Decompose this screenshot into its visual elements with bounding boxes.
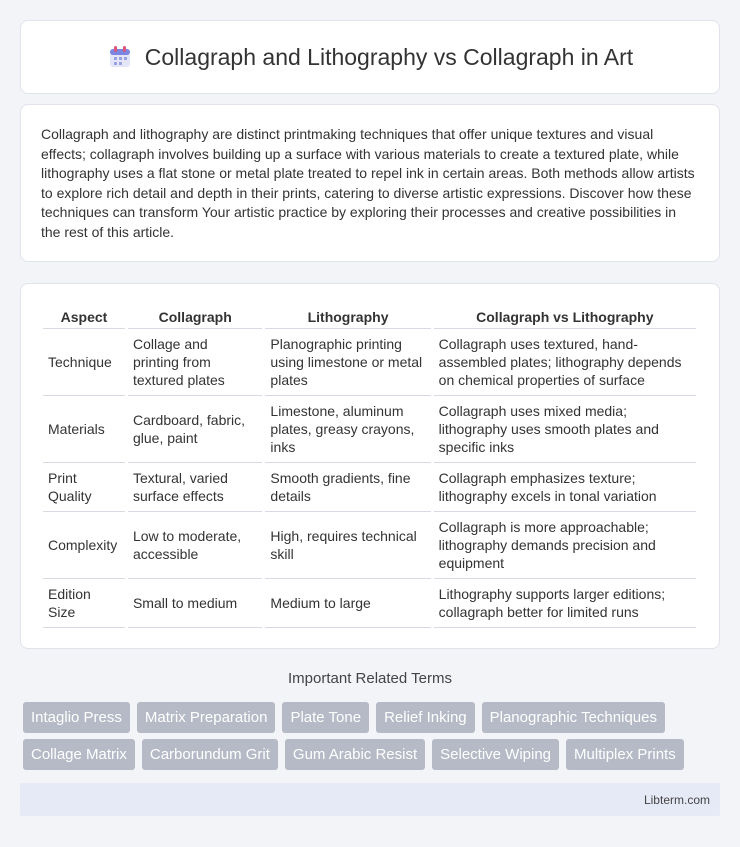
table-cell: Medium to large [265, 579, 430, 628]
table-header: Collagraph vs Lithography [434, 306, 696, 329]
table-cell: Print Quality [43, 463, 125, 512]
related-terms-title: Important Related Terms [288, 670, 452, 687]
table-header-row [43, 306, 696, 329]
comparison-table [40, 306, 699, 628]
related-tag[interactable]: Multiplex Prints [566, 739, 684, 770]
table-cell: Edition Size [43, 579, 125, 628]
table-header: Aspect [43, 306, 125, 329]
table-cell: Collagraph is more approachable; lithography demands precision and equipment [434, 512, 696, 579]
related-tag[interactable]: Planographic Techniques [482, 702, 665, 733]
footer-site-link[interactable]: Libterm.com [643, 793, 710, 807]
footer [20, 783, 720, 816]
table-cell: Textural, varied surface effects [128, 463, 262, 512]
table-cell: Materials [43, 396, 125, 463]
table-row [43, 512, 696, 579]
table-row [43, 329, 696, 396]
related-tag[interactable]: Matrix Preparation [137, 702, 276, 733]
table-cell: Collagraph uses mixed media; lithography uses smooth plates and specific inks [434, 396, 696, 463]
title-card [20, 20, 720, 94]
page-title: Collagraph and Lithography vs Collagraph in Art [144, 43, 634, 70]
table-cell: Collage and printing from textured plates [128, 329, 262, 396]
table-row [43, 579, 696, 628]
intro-card [20, 104, 720, 262]
intro-text: Collagraph and lithography are distinct printmaking techniques that offer unique textures and visual effects; collagraph involves building up a surface with various materials to create a textured plate, while lithography uses a flat stone or metal plate treated to repel ink in certain areas. Both methods allow artists to explore rich detail and depth in their prints, catering to diverse artistic expressions. Discover how these techniques can transform Your artistic practice by exploring their processes and creative possibilities in the rest of this article. [41, 126, 695, 240]
table-cell: Collagraph uses textured, hand-assembled plates; lithography depends on chemical properties of surface [434, 329, 696, 396]
table-cell: High, requires technical skill [265, 512, 430, 579]
table-header: Collagraph [128, 306, 262, 329]
table-cell: Smooth gradients, fine details [265, 463, 430, 512]
table-cell: Planographic printing using limestone or metal plates [265, 329, 430, 396]
table-cell: Limestone, aluminum plates, greasy crayons, inks [265, 396, 430, 463]
table-cell: Low to moderate, accessible [128, 512, 262, 579]
related-tag[interactable]: Plate Tone [282, 702, 369, 733]
related-tag[interactable]: Relief Inking [376, 702, 475, 733]
related-tag[interactable]: Selective Wiping [432, 739, 559, 770]
table-row [43, 463, 696, 512]
table-header: Lithography [265, 306, 430, 329]
table-row [43, 396, 696, 463]
related-tag[interactable]: Carborundum Grit [142, 739, 278, 770]
table-cell: Technique [43, 329, 125, 396]
tag-row [23, 702, 723, 733]
comparison-table-card [20, 283, 720, 649]
related-tag[interactable]: Intaglio Press [23, 702, 130, 733]
related-tag[interactable]: Gum Arabic Resist [285, 739, 425, 770]
table-cell: Collagraph emphasizes texture; lithography excels in tonal variation [434, 463, 696, 512]
tag-row [23, 739, 723, 770]
table-cell: Small to medium [128, 579, 262, 628]
table-cell: Cardboard, fabric, glue, paint [128, 396, 262, 463]
related-tag[interactable]: Collage Matrix [23, 739, 135, 770]
table-cell: Lithography supports larger editions; collagraph better for limited runs [434, 579, 696, 628]
table-cell: Complexity [43, 512, 125, 579]
related-terms [23, 702, 723, 776]
calendar-icon [107, 44, 133, 70]
